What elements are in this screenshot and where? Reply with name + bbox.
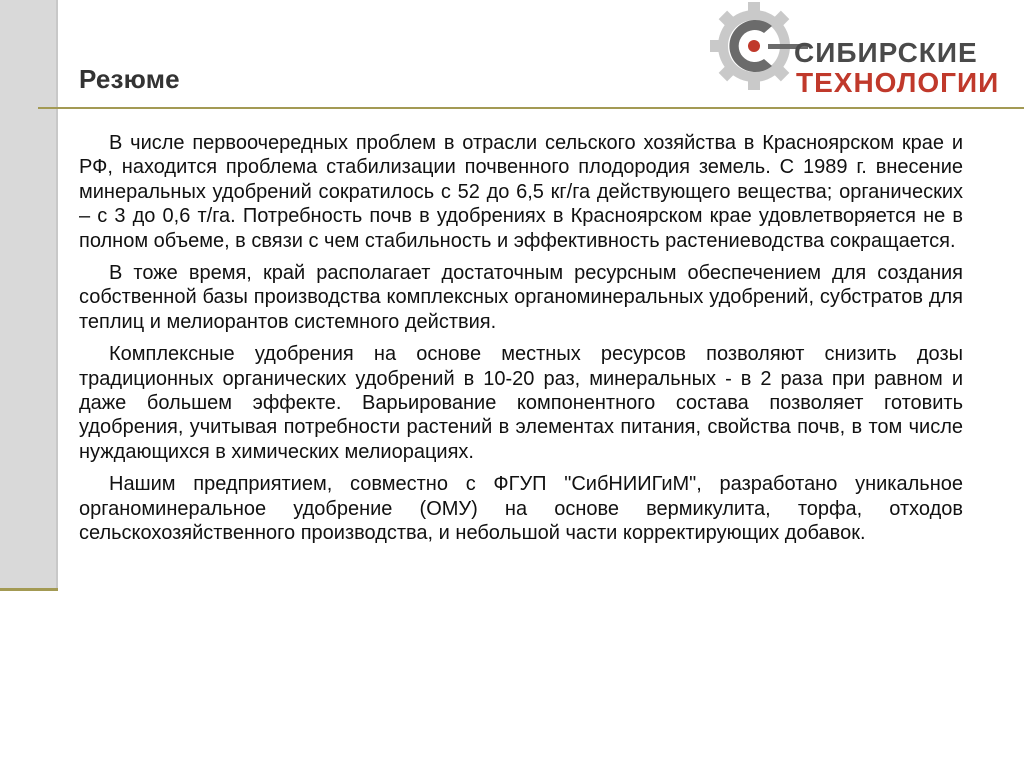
- paragraph-1: В числе первоочередных проблем в отрасли сельского хозяйства в Красноярском крае и РФ, находится проблема стабилизации почвенного плодородия земель. С 1989 г. внесение минеральных удобрений сократилось с 52 до 6,5 кг/га действующего вещества; органических – с 3 до 0,6 т/га. Потребность почв в удобрениях в Красноярском крае удовлетворяется не в полном объеме, в связи с чем стабильность и эффективность растениеводства сокращается.: [79, 132, 963, 252]
- slide-title: Резюме: [79, 64, 180, 94]
- paragraph-4: Нашим предприятием, совместно с ФГУП "СибНИИГиМ", разработано уникальное органоминеральное удобрение (ОМУ) на основе вермикулита, торфа, отходов сельскохозяйственного производства, и небольшой части корректирующих добавок.: [79, 473, 963, 545]
- logo-text-line1: СИБИРСКИЕ: [794, 37, 978, 68]
- title-underline: [38, 107, 1024, 109]
- paragraph-3: Комплексные удобрения на основе местных ресурсов позволяют снизить дозы традиционных органических удобрений в 10-20 раз, минеральных - в 2 раза при равном и даже большем эффекте. Варьирование компонентного состава позволяет готовить удобрения, учитывая потребности растений в элементах питания, свойства почв, в том числе нуждающихся в химических мелиорациях.: [79, 343, 963, 463]
- left-sidebar-decoration: [0, 0, 58, 590]
- slide-body: [79, 131, 963, 554]
- paragraph-2: В тоже время, край располагает достаточным ресурсным обеспечением для создания собственной базы производства комплексных органоминеральных удобрений, субстратов для теплиц и мелиорантов системного действия.: [79, 262, 963, 333]
- sidebar-bottom-rule: [0, 588, 58, 591]
- logo-text-line2: ТЕХНОЛОГИИ: [796, 67, 1000, 98]
